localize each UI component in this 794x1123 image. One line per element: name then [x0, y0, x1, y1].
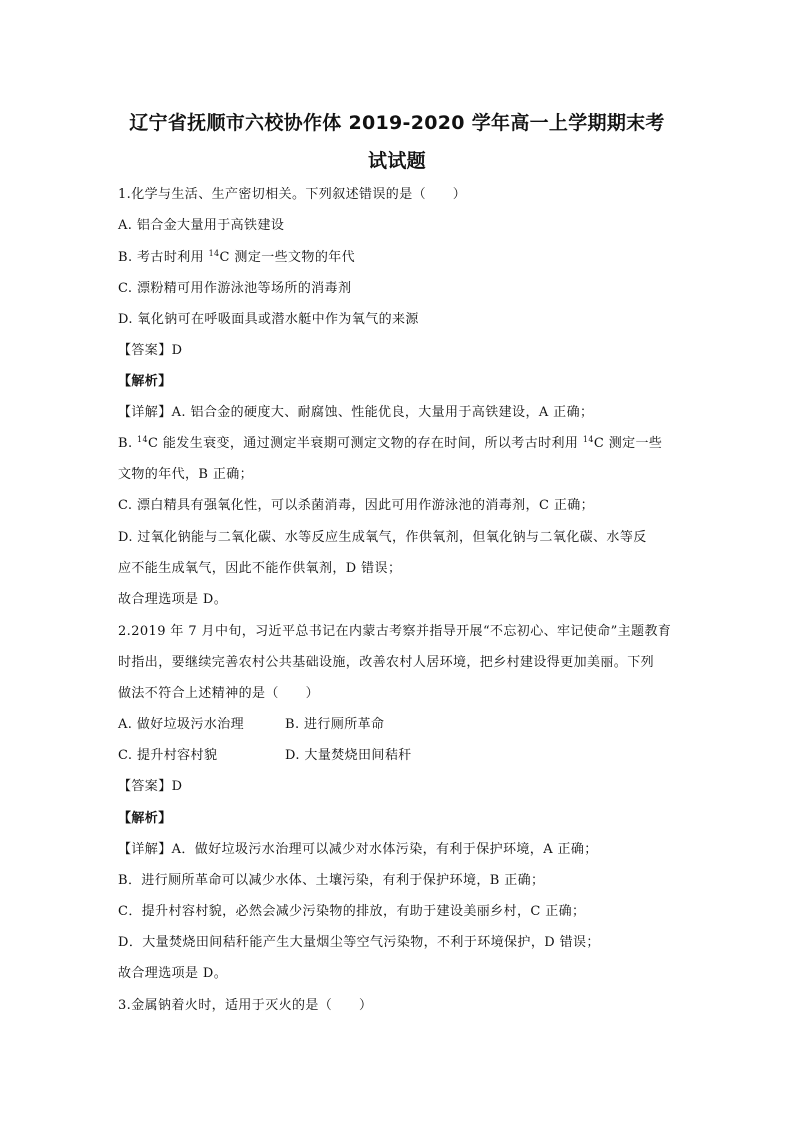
q2-option-c: C. 提升村容村貌: [118, 748, 218, 763]
q2-answer: 【答案】D: [118, 779, 183, 794]
q2-stem-line2: 时指出，要继续完善农村公共基础设施，改善农村人居环境，把乡村建设得更加美丽。下列: [118, 655, 655, 670]
q1-detail-b-line2: 文物的年代，B 正确；: [118, 467, 254, 482]
q2-detail-b: B．进行厕所革命可以减少水体、土壤污染，有利于保护环境，B 正确；: [118, 873, 545, 888]
isotope-superscript: 14: [208, 249, 220, 258]
q2-detail-d: D．大量焚烧田间秸秆能产生大量烟尘等空气污染物，不利于环境保护，D 错误；: [118, 935, 600, 950]
q2-analysis-heading: 【解析】: [118, 811, 172, 826]
q1-option-d: D. 氧化钠可在呼吸面具或潜水艇中作为氧气的来源: [118, 312, 419, 327]
q2-option-b: B. 进行厕所革命: [285, 717, 385, 732]
q1-detail-d-line2: 应不能生成氧气，因此不能作供氧剂，D 错误；: [118, 561, 402, 576]
q1-option-c: C. 漂粉精可用作游泳池等场所的消毒剂: [118, 281, 352, 296]
q2-stem-line1: 2.2019 年 7 月中旬，习近平总书记在内蒙古考察并指导开展“不忘初心、牢记使命”主题教育: [118, 624, 672, 639]
isotope-superscript: 14: [137, 435, 149, 444]
document-title-line-2: 试试题: [368, 150, 426, 172]
q2-conclusion: 故合理选项是 D。: [118, 966, 228, 981]
q2-detail-a: 【详解】A．做好垃圾污水治理可以减少对水体污染，有利于保护环境，A 正确；: [118, 842, 598, 857]
q1-answer: 【答案】D: [118, 343, 183, 358]
q2-option-a: A. 做好垃圾污水治理: [118, 717, 245, 732]
q1-detail-a: 【详解】A. 铝合金的硬度大、耐腐蚀、性能优良，大量用于高铁建设，A 正确；: [118, 405, 594, 420]
q1-detail-d-line1: D. 过氧化钠能与二氧化碳、水等反应生成氧气，作供氧剂，但氧化钠与二氧化碳、水等反: [118, 530, 647, 545]
q2-detail-c: C．提升村容村貌，必然会减少污染物的排放，有助于建设美丽乡村，C 正确；: [118, 904, 586, 919]
q3-stem: 3.金属钠着火时，适用于灭火的是（ ）: [118, 998, 373, 1013]
q1-detail-c: C. 漂白精具有强氧化性，可以杀菌消毒，因此可用作游泳池的消毒剂，C 正确；: [118, 498, 595, 513]
q1-option-a: A. 铝合金大量用于高铁建设: [118, 218, 285, 233]
q1-option-b: B. 考古时利用 $^{14}$C 测定一些文物的年代: [118, 249, 356, 265]
q1-conclusion: 故合理选项是 D。: [118, 592, 228, 607]
document-title-line-1: 辽宁省抚顺市六校协作体 2019-2020 学年高一上学期期末考: [129, 112, 665, 134]
q1-detail-b-line1: B. $^{14}$C 能发生衰变，通过测定半衰期可测定文物的存在时间，所以考古时利用 $^{14}$C 测定一些: [118, 435, 663, 451]
q1-stem: 1.化学与生活、生产密切相关。下列叙述错误的是（ ）: [118, 187, 467, 202]
isotope-superscript: 14: [582, 435, 594, 444]
q2-stem-line3: 做法不符合上述精神的是（ ）: [118, 686, 320, 701]
q1-analysis-heading: 【解析】: [118, 374, 172, 389]
q2-option-d: D. 大量焚烧田间秸秆: [285, 748, 412, 763]
